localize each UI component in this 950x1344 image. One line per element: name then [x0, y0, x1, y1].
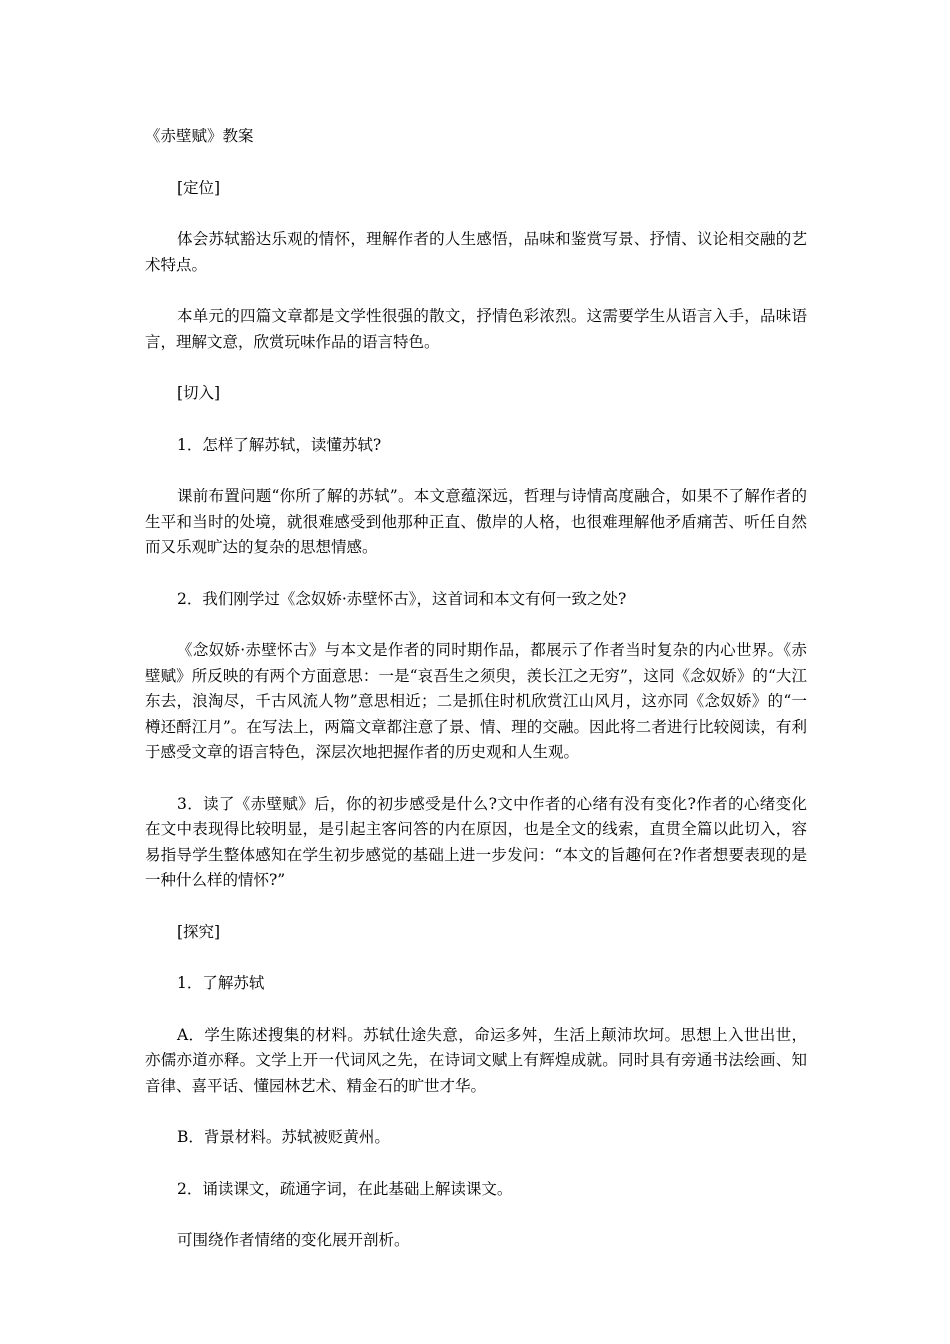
- paragraph-unit-intro: 本单元的四篇文章都是文学性很强的散文，抒情色彩浓烈。这需要学生从语言入手，品味语言，理解文意，欣赏玩味作品的语言特色。: [145, 307, 807, 351]
- paragraph-answer-1: 课前布置问题“你所了解的苏轼”。本文意蕴深远，哲理与诗情高度融合，如果不了解作者的生平和当时的处境，就很难感受到他那种正直、傲岸的人格，也很难理解他矛盾痛苦、听任自然而又乐观旷达的复杂的思想情感。: [145, 487, 807, 556]
- step-1-heading: 1．了解苏轼: [177, 974, 265, 992]
- document-title: 《赤壁赋》教案: [145, 127, 254, 145]
- paragraph-objective: 体会苏轼豁达乐观的情怀，理解作者的人生感悟，品味和鉴赏写景、抒情、议论相交融的艺术特点。: [145, 230, 807, 274]
- question-3: 3．读了《赤壁赋》后，你的初步感受是什么?文中作者的心绪有没有变化?作者的心绪变化在文中表现得比较明显，是引起主客问答的内在原因，也是全文的线索，直贯全篇以此切入，容易指导学生整体感知在学生初步感觉的基础上进一步发问：“本文的旨趣何在?作者想要表现的是一种什么样的情怀?”: [145, 794, 807, 889]
- section-heading-dingwei: [定位]: [177, 178, 221, 197]
- spacer: [145, 150, 807, 176]
- paragraph-closing: 可围绕作者情绪的变化展开剖析。: [177, 1231, 410, 1249]
- document-page: [145, 124, 807, 1254]
- section-heading-tanjiu: [探究]: [177, 922, 221, 941]
- paragraph-item-a: A．学生陈述搜集的材料。苏轼仕途失意，命运多舛，生活上颠沛坎坷。思想上入世出世，亦儒亦道亦释。文学上开一代词风之先，在诗词文赋上有辉煌成就。同时具有旁通书法绘画、知音律、喜平话、懂园林艺术、精金石的旷世才华。: [145, 1025, 807, 1095]
- question-1: 1．怎样了解苏轼，读懂苏轼?: [177, 435, 382, 454]
- question-2: 2．我们刚学过《念奴娇·赤壁怀古》，这首词和本文有何一致之处?: [177, 589, 627, 608]
- step-2-heading: 2．诵读课文，疏通字词，在此基础上解读课文。: [177, 1179, 513, 1198]
- section-heading-qieru: [切入]: [177, 384, 221, 402]
- paragraph-item-b: B．背景材料。苏轼被贬黄州。: [177, 1128, 390, 1146]
- paragraph-answer-2: 《念奴娇·赤壁怀古》与本文是作者的同时期作品，都展示了作者当时复杂的内心世界。《赤壁赋》所反映的有两个方面意思：一是“哀吾生之须臾，羡长江之无穷”，这同《念奴娇》的“大江东去，浪淘尽，千古风流人物”意思相近；二是抓住时机欣赏江山风月，这亦同《念奴娇》的“一樽还酹江月”。在写法上，两篇文章都注意了景、情、理的交融。因此将二者进行比较阅读，有利于感受文章的语言特色，深层次地把握作者的历史观和人生观。: [145, 641, 807, 761]
